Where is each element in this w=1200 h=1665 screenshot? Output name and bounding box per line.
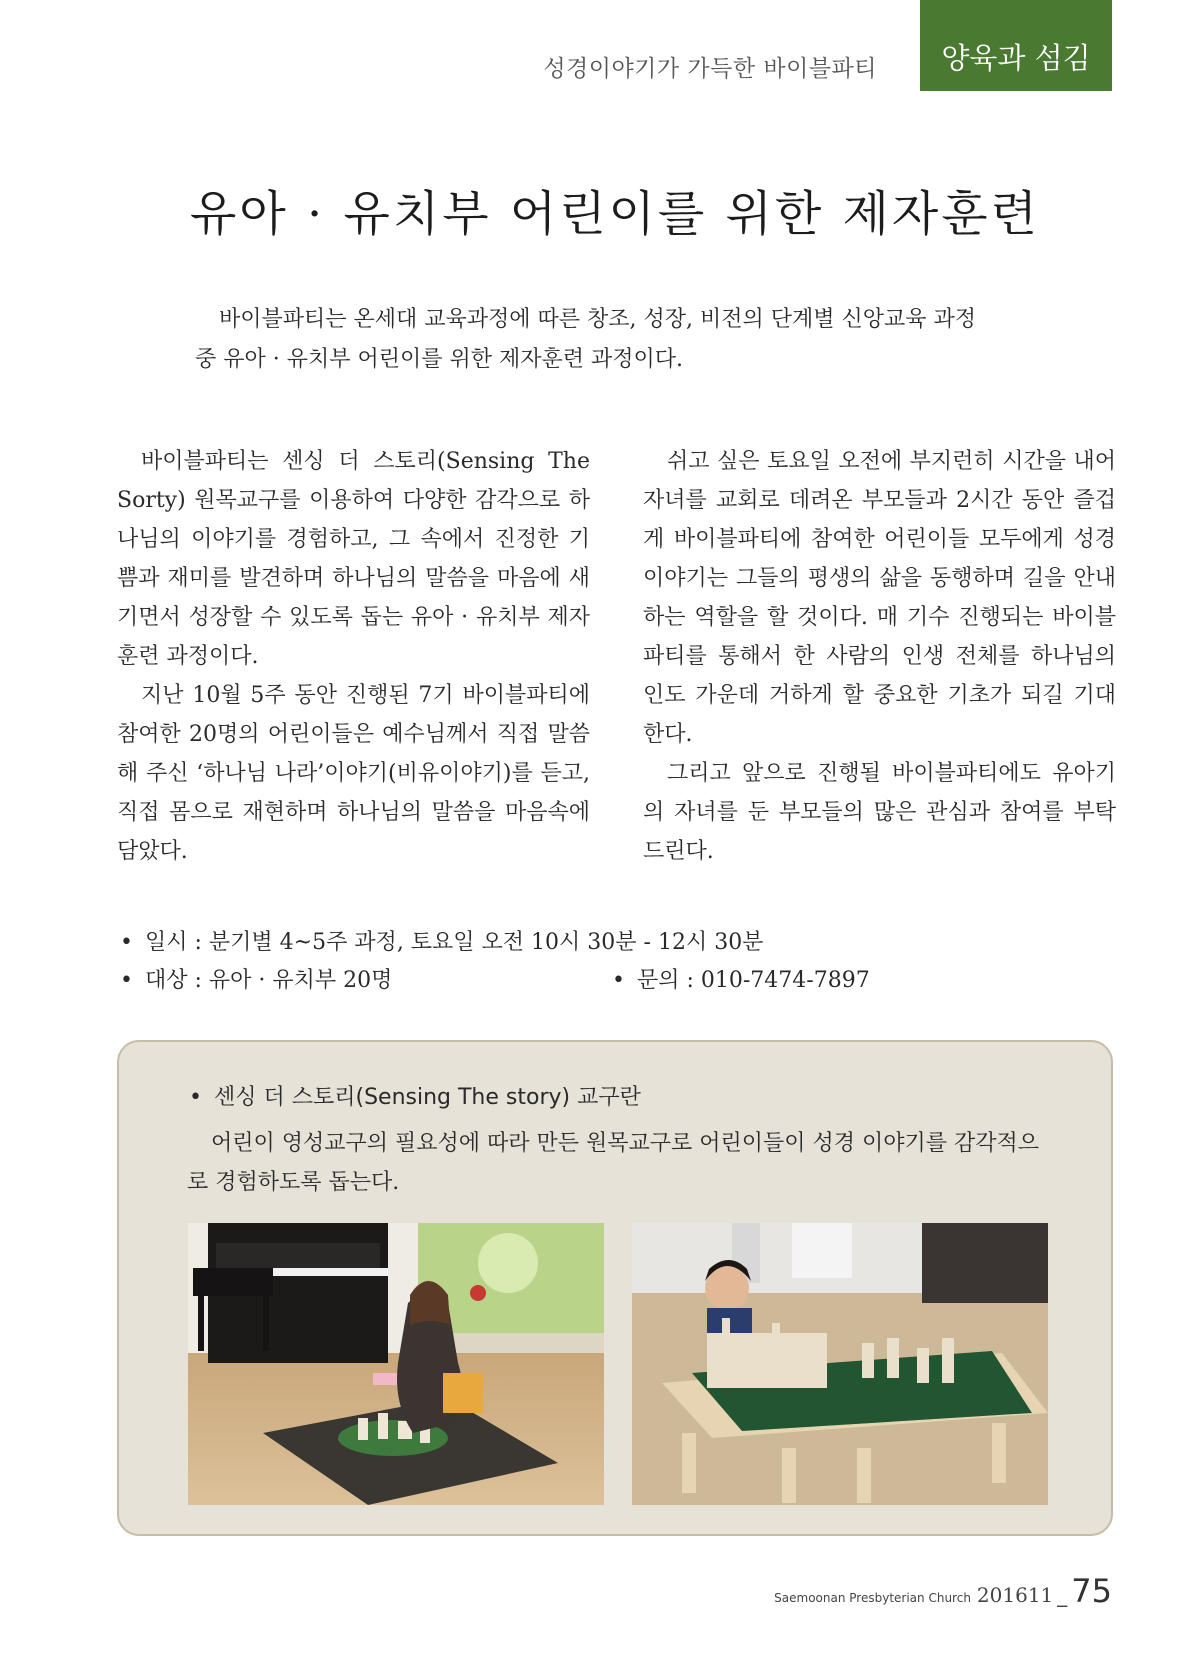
bullet-icon: • [612,968,625,993]
bullet-icon: • [120,930,133,955]
schedule-text: 일시 : 분기별 4~5주 과정, 토요일 오전 10시 30분 - 12시 30분 [144,930,764,955]
box-title-text: 센싱 더 스토리(Sensing The story) 교구란 [213,1085,641,1110]
bullet-icon: • [189,1085,202,1110]
section-tab [920,0,1112,91]
body-column-left [117,442,590,871]
body-column-right [643,442,1116,871]
page-footer [774,1572,1112,1610]
info-target [120,962,392,1000]
body-paragraph: 지난 10월 5주 동안 진행된 7기 바이블파티에 참여한 20명의 어린이들은 예수님께서 직접 말씀해 주신 ‘하나님 나라’이야기(비유이야기)를 듣고, 직접 몸으로 재현하며 하나님의 말씀을 마음속에 담았다. [117,683,590,864]
photo-teacher-with-wooden-figures [188,1223,604,1505]
body-paragraph: 쉬고 싶은 토요일 오전에 부지런히 시간을 내어 자녀를 교회로 데려온 부모들과 2시간 동안 즐겁게 바이블파티에 참여한 어린이들 모두에게 성경 이야기는 그들의 평생의 삶을 동행하며 길을 안내하는 역할을 할 것이다. 매 기수 진행되는 바이블파티를 통해서 한 사람의 인생 전체를 하나님의 인도 가운데 거하게 할 중요한 기초가 되길 기대한다. [643,449,1116,747]
issue-number: 201611 [976,1583,1054,1607]
info-schedule [120,924,763,962]
section-label: 양육과 섬김 [941,41,1091,75]
box-text-content: 어린이 영성교구의 필요성에 따라 만든 원목교구로 어린이들이 성경 이야기를 감각적으로 경험하도록 돕는다. [187,1131,1040,1195]
intro-line-1: 바이블파티는 온세대 교육과정에 따른 창조, 성장, 비전의 단계별 신앙교육 과정 [219,307,976,332]
info-contact [612,962,870,1000]
sidebar-box [117,1040,1113,1536]
contact-text: 문의 : 010-7474-7897 [636,968,870,993]
intro-line-2: 중 유아 · 유치부 어린이를 위한 제자훈련 과정이다. [195,347,683,372]
page-number: 75 [1071,1572,1112,1610]
header-subtitle: 성경이야기가 가득한 바이블파티 [543,56,877,82]
photo-child-with-wooden-figures [632,1223,1048,1505]
box-title [189,1080,641,1111]
target-text: 대상 : 유아 · 유치부 20명 [144,968,393,993]
body-paragraph: 바이블파티는 센싱 더 스토리(Sensing The Sorty) 원목교구를 이용하여 다양한 감각으로 하나님의 이야기를 경험하고, 그 속에서 진정한 기쁨과 재미를 발견하며 하나님의 말씀을 마음에 새기면서 성장할 수 있도록 돕는 유아 · 유치부 제자훈련 과정이다. [117,449,590,669]
page-title: 유아 · 유치부 어린이를 위한 제자훈련 [189,186,1041,242]
footer-separator: _ [1057,1583,1068,1607]
bullet-icon: • [120,968,133,993]
church-name: Saemoonan Presbyterian Church [774,1591,971,1605]
body-paragraph: 그리고 앞으로 진행될 바이블파티에도 유아기의 자녀를 둔 부모들의 많은 관심과 참여를 부탁드린다. [643,761,1116,864]
box-text [187,1124,1057,1202]
intro-paragraph [195,300,1050,380]
